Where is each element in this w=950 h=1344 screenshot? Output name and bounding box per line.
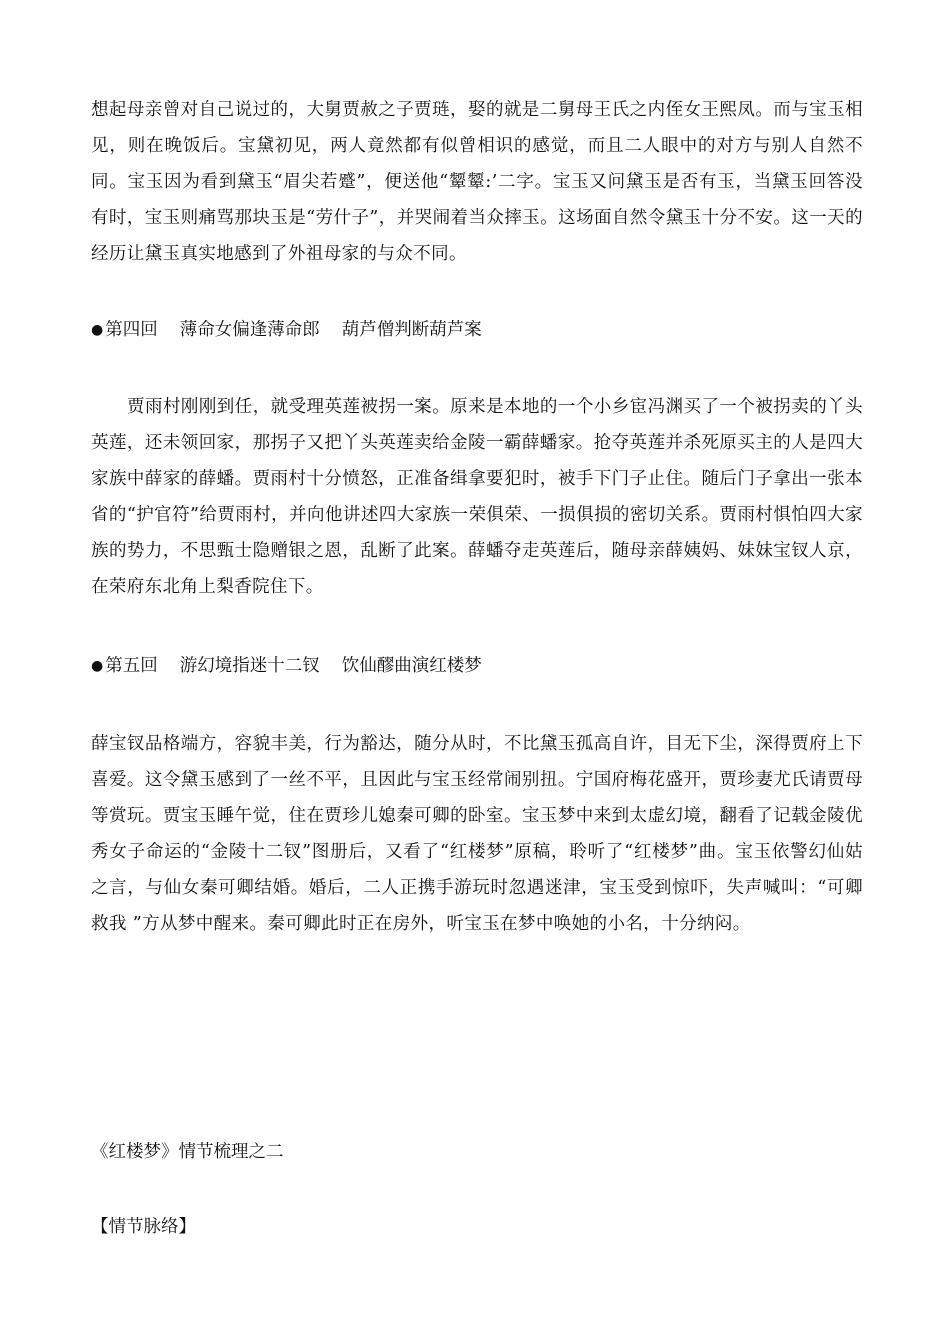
chapter-4-title-a: 薄命女偏逢薄命郎 [179,320,320,340]
paragraph-1: 想起母亲曾对自己说过的，大舅贾赦之子贾琏，娶的就是二舅母王氏之内侄女王熙凤。而与宝玉相见，则在晚饭后。宝黛初见，两人竟然都有似曾相识的感觉，而且二人眼中的对方与别人自然不同。宝玉因为看到黛玉“眉尖若蹙”，便送他“颦颦:’二字。宝玉又问黛玉是否有玉，当黛玉回答没有时，宝玉则痛骂那块玉是“劳什子”，并哭闹着当众摔玉。这场面自然令黛玉十分不安。这一天的经历让黛玉真实地感到了外祖母家的与众不同。 [91,100,863,264]
chapter-5-title-a: 游幻境指迷十二钗 [179,656,320,676]
chapter-5-number: 第五回 [105,656,158,676]
paragraph-2-text: 贾雨村刚刚到任，就受理英莲被拐一案。原来是本地的一个小乡宦冯渊买了一个被拐卖的丫头英莲，还未领回家，那拐子又把丫头英莲卖给金陵一霸薛蟠家。抢夺英莲并杀死原买主的人是四大家族中薛家的薛蟠。贾雨村十分愤怒，正准备缉拿要犯时，被手下门子止住。随后门子拿出一张本省的“护官符”给贾雨村，并向他讲述四大家族一荣俱荣、一损俱损的密切关系。贾雨村惧怕四大家族的势力，不思甄士隐赠银之恩，乱断了此案。薛蟠夺走英莲后，随母亲薛姨妈、妹妹宝钗人京，在荣府东北角上梨香院住下。 [91,397,863,597]
subsection-title: 【情节脉络】 [91,1217,196,1237]
chapter-4-title-b: 葫芦僧判断葫芦案 [341,320,482,340]
paragraph-2 [91,389,863,605]
chapter-5-heading [91,654,482,678]
paragraph-3: 薛宝钗品格端方，容貌丰美，行为豁达，随分从时，不比黛玉孤高自许，目无下尘，深得贾府上下喜爱。这令黛玉感到了一丝不平，且因此与宝玉经常闹别扭。宁国府梅花盛开，贾珍妻尤氏请贾母等赏玩。贾宝玉睡午觉，住在贾珍儿媳秦可卿的卧室。宝玉梦中来到太虚幻境，翻看了记载金陵优秀女子命运的“金陵十二钗”图册后，又看了“红楼梦”原稿，聆听了“红楼梦”曲。宝玉依警幻仙姑之言，与仙女秦可卿结婚。婚后，二人正携手游玩时忽遇迷津，宝玉受到惊吓，失声喊叫：“可卿救我 ”方从梦中醒来。秦可卿此时正在房外，听宝玉在梦中唤她的小名，十分纳闷。 [91,734,863,934]
chapter-4-number: 第四回 [105,320,158,340]
chapter-5-title-b: 饮仙醪曲演红楼梦 [341,656,482,676]
section-title: 《红楼梦》情节梳理之二 [91,1142,284,1162]
chapter-4-heading [91,318,482,342]
bullet-icon: ● [91,658,104,674]
bullet-icon: ● [91,322,104,338]
